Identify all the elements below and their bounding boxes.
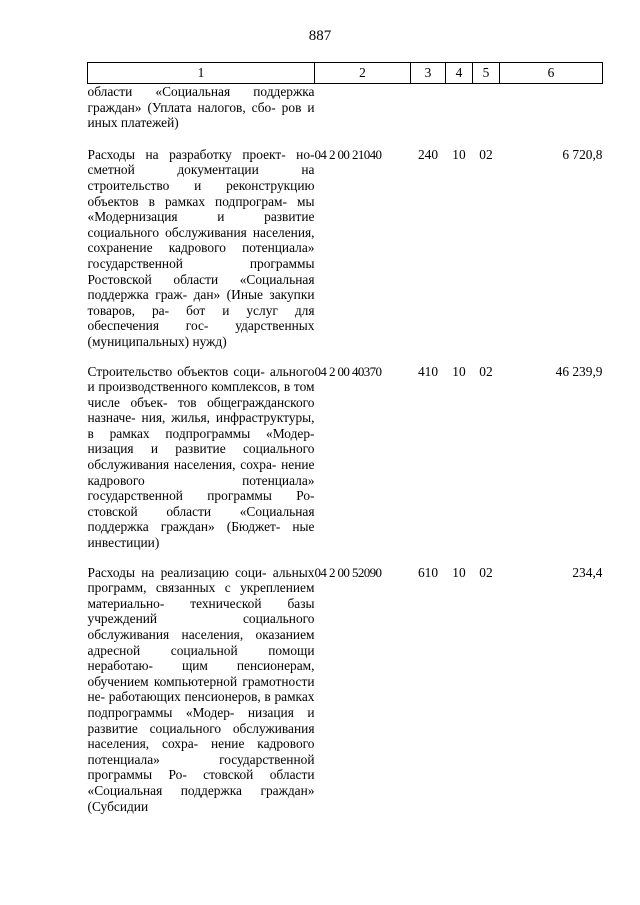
amount-value: 46 239,9 [555, 363, 603, 379]
table-row [88, 565, 603, 829]
description-line: объектов в рамках подпрограм- [87, 193, 287, 209]
page-number: 887 [308, 28, 332, 44]
description-line: потенциала» государственной [87, 240, 315, 271]
description-line: государственной программы Ро- [87, 488, 315, 504]
description-line: населения, оказанием адресной [87, 627, 315, 658]
section-code: 10 [452, 146, 466, 162]
description-line: поддержка граждан» (Субсидии [87, 782, 315, 814]
expense-type-code: 410 [417, 363, 439, 379]
amount-value [500, 84, 603, 147]
expense-type-code [411, 84, 446, 147]
expense-type-code: 610 [417, 564, 439, 580]
table-row [88, 84, 603, 147]
description-line: «Социальная поддержка граж- [87, 271, 315, 303]
description-line: технической базы учреждений [87, 595, 315, 627]
description-line: нужд) [192, 333, 227, 349]
description-line: Расходы на разработку проект- [87, 146, 286, 162]
description-line: государственной программы Ро- [87, 751, 315, 783]
row-description [88, 84, 315, 147]
description-line: обслуживания населения, сохра- [87, 720, 315, 752]
description-line: ударственных (муниципальных) [87, 318, 315, 349]
description-line: строительство и реконструкцию [87, 177, 315, 193]
description-line: бот и услуг для обеспечения гос- [87, 302, 315, 334]
description-line: но-сметной документации на [87, 146, 315, 178]
column-header-4: 4 [446, 63, 473, 84]
amount-value: 6 720,8 [562, 146, 603, 162]
description-line: укреплением материально- [87, 580, 315, 611]
description-line: ров и иных платежей) [87, 99, 315, 131]
section-code: 10 [452, 363, 466, 379]
description-line: компьютерной грамотности не- [87, 673, 315, 705]
column-header-5: 5 [473, 63, 500, 84]
description-line: Строительство объектов соци- [87, 363, 265, 379]
row-description [88, 364, 315, 565]
description-line: тов общегражданского назначе- [87, 394, 315, 426]
description-line: населения, сохранение кадрового [87, 224, 315, 256]
column-header-2: 2 [315, 63, 411, 84]
description-line: Расходы на реализацию соци- [87, 564, 267, 580]
description-line: поддержка граждан» (Бюджет- [87, 519, 281, 535]
description-line: мы «Модернизация и развитие [87, 193, 315, 225]
subsection-code: 02 [479, 146, 493, 162]
description-line: альных программ, связанных с [87, 564, 315, 596]
section-code: 10 [452, 564, 466, 580]
column-header-3: 3 [411, 63, 446, 84]
budget-code: 04 2 00 40370 [314, 363, 382, 379]
description-line: программы Ростовской области [87, 255, 315, 287]
description-line: обслуживания населения, сохра- [87, 457, 277, 473]
description-line: ния, жилья, инфраструктуры, в [87, 410, 315, 441]
table-row [88, 147, 603, 364]
budget-code [315, 84, 411, 147]
description-line: социальной помощи неработаю- [87, 642, 315, 674]
description-line: работающих пенсионеров, в [108, 689, 271, 705]
table-header-row [88, 63, 603, 84]
expense-type-code: 240 [417, 146, 439, 162]
table-row [88, 364, 603, 565]
description-line: дан» (Иные закупки товаров, ра- [87, 287, 315, 318]
description-line: нение кадрового потенциала» [87, 457, 315, 488]
description-line: социального обслуживания [87, 224, 247, 240]
budget-table [87, 62, 603, 828]
description-line: стовской области «Социальная [87, 503, 315, 519]
description-line: рамках подпрограммы «Модер- [109, 425, 315, 441]
description-line: рамках подпрограммы «Модер- [87, 689, 315, 720]
budget-code: 04 2 00 52090 [314, 564, 382, 580]
description-line: низация и развитие социального [87, 441, 315, 457]
description-line: низация и развитие социального [87, 704, 315, 736]
description-line: комплексов, в том числе объек- [87, 379, 315, 410]
description-line: социального обслуживания [87, 611, 315, 642]
subsection-code: 02 [479, 564, 493, 580]
description-line: стовской области «Социальная [87, 767, 315, 798]
column-header-6: 6 [500, 63, 603, 84]
row-description [88, 147, 315, 364]
description-line: области «Социальная поддержка [87, 84, 315, 99]
description-line: ального и производственного [87, 363, 315, 395]
description-line: ные инвестиции) [87, 519, 315, 551]
budget-code: 04 2 00 21040 [314, 146, 382, 162]
subsection-code [473, 84, 500, 147]
description-line: щим пенсионерам, обучением [87, 658, 315, 689]
subsection-code: 02 [479, 363, 493, 379]
amount-value: 234,4 [572, 564, 603, 580]
description-line: нение кадрового потенциала» [87, 736, 315, 767]
row-description [88, 565, 315, 829]
description-line: граждан» (Уплата налогов, сбо- [87, 99, 276, 115]
column-header-1: 1 [88, 63, 315, 84]
section-code [446, 84, 473, 147]
